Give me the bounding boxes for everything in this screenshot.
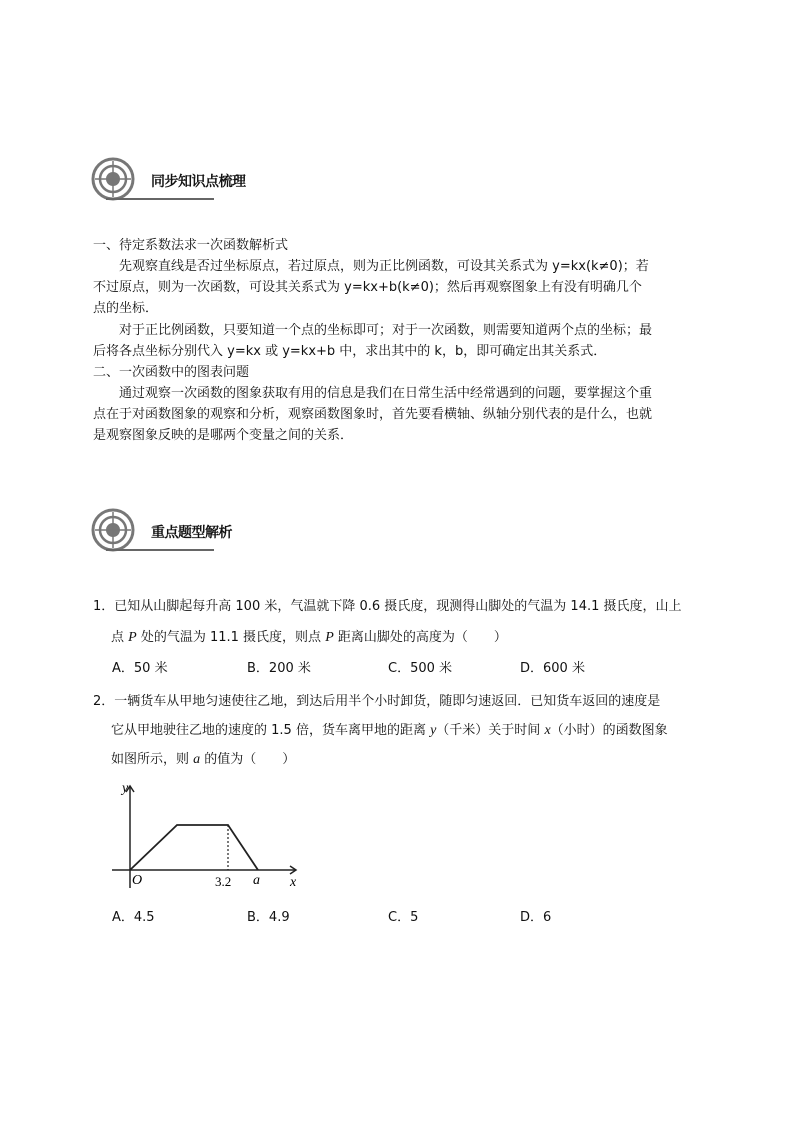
paragraph-line: 对于正比例函数，只要知道一个点的坐标即可；对于一次函数，则需要知道两个点的坐标；最 xyxy=(119,323,653,338)
paragraph-line: 通过观察一次函数的图象获取有用的信息是我们在日常生活中经常遇到的问题，要掌握这个重 xyxy=(119,386,653,401)
y-label: y xyxy=(122,781,129,796)
paragraph-line: 点在于对函数图象的观察和分析，观察函数图象时，首先要看横轴、纵轴分别代表的是什么，也就 xyxy=(93,407,653,422)
question-2-line: 它从甲地驶往乙地的速度的 1.5 倍，货车离甲地的距离 y（千米）关于时间 x（小时）的函数图象 xyxy=(111,723,668,738)
target-icon xyxy=(91,157,135,201)
question-1-line: 1．已知从山脚起每升高 100 米，气温就下降 0.6 摄氏度，现测得山脚处的气温为 14.1 摄氏度，山上 xyxy=(93,599,682,614)
end-label: a xyxy=(253,873,260,888)
option-a: A．50 米 xyxy=(112,661,168,676)
function-graph xyxy=(110,778,310,893)
origin-label: O xyxy=(132,873,143,888)
graph-line xyxy=(130,825,258,870)
section-divider xyxy=(106,549,214,551)
tick-label: 3.2 xyxy=(215,874,232,889)
paragraph-line: 点的坐标． xyxy=(93,301,159,316)
option-c: C．5 xyxy=(388,910,419,925)
paragraph-line: 先观察直线是否过坐标原点，若过原点，则为正比例函数，可设其关系式为 y=kx(k≠0)；若 xyxy=(119,259,649,274)
heading: 二、一次函数中的图表问题 xyxy=(93,365,250,380)
section-title: 同步知识点梳理 xyxy=(151,174,246,190)
section-divider xyxy=(106,198,214,200)
target-icon xyxy=(91,508,135,552)
question-2-line: 2．一辆货车从甲地匀速使往乙地，到达后用半个小时卸货，随即匀速返回．已知货车返回的速度是 xyxy=(93,694,661,709)
section-title: 重点题型解析 xyxy=(151,525,232,541)
paragraph-line: 后将各点坐标分别代入 y=kx 或 y=kx+b 中，求出其中的 k，b，即可确定出其关系式． xyxy=(93,344,607,359)
option-b: B．4.9 xyxy=(247,910,290,925)
question-2-line: 如图所示，则 a 的值为（ ） xyxy=(111,752,296,767)
option-d: D．6 xyxy=(520,910,552,925)
heading: 一、待定系数法求一次函数解析式 xyxy=(93,238,289,253)
option-b: B．200 米 xyxy=(247,661,311,676)
x-label: x xyxy=(290,875,297,890)
paragraph-line: 不过原点，则为一次函数，可设其关系式为 y=kx+b(k≠0)；然后再观察图象上有没有明确几个 xyxy=(93,280,642,295)
question-1-line: 点 P 处的气温为 11.1 摄氏度，则点 P 距离山脚处的高度为（ ） xyxy=(111,630,507,645)
paragraph-line: 是观察图象反映的是哪两个变量之间的关系． xyxy=(93,428,354,443)
option-a: A．4.5 xyxy=(112,910,155,925)
option-c: C．500 米 xyxy=(388,661,453,676)
option-d: D．600 米 xyxy=(520,661,585,676)
